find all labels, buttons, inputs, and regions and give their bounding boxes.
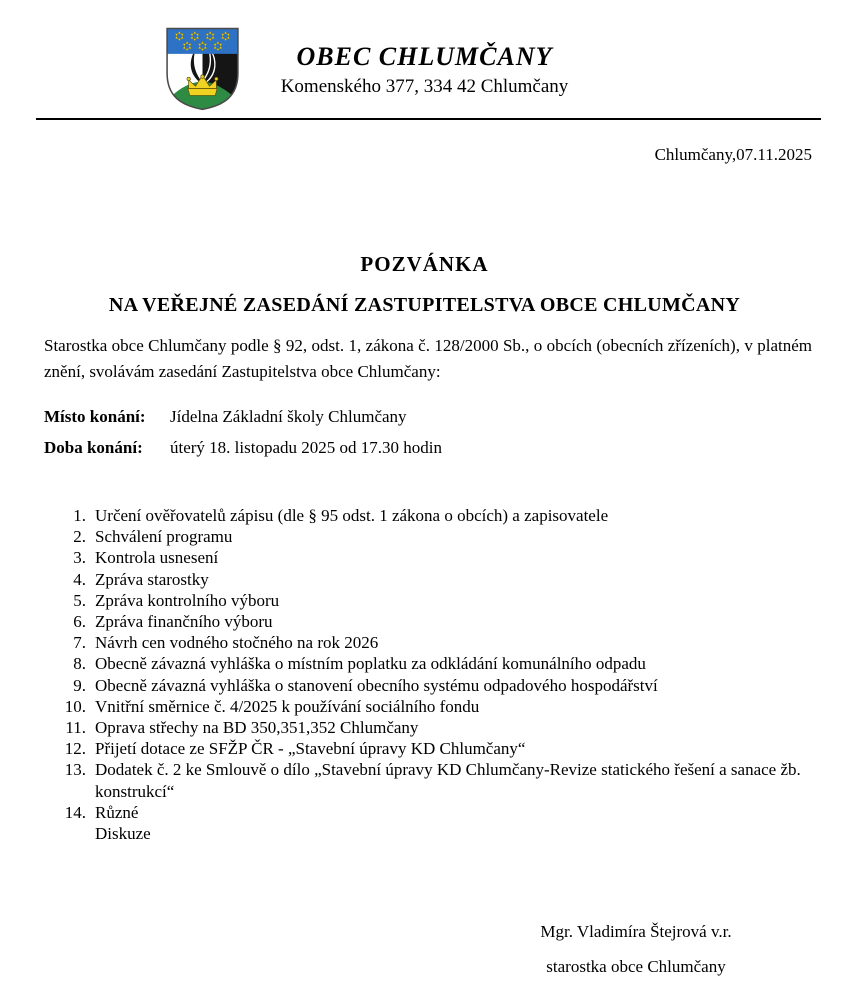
list-item-number: 2.	[73, 527, 86, 547]
list-item-number: 12.	[64, 739, 86, 759]
signatory-role: starostka obce Chlumčany	[546, 957, 726, 976]
meeting-time-row	[44, 437, 812, 459]
list-item	[64, 759, 816, 801]
list-item-number: 7.	[73, 633, 86, 653]
list-item-text: Určení ověřovatelů zápisu (dle § 95 odst. 1 zákona o obcích) a zapisovatele	[95, 506, 609, 525]
list-item-number: 10.	[64, 696, 86, 716]
list-item-number	[64, 823, 86, 844]
list-item-text: Vnitřní směrnice č. 4/2025 k používání sociálního fondu	[95, 696, 480, 716]
date-line: Chlumčany,07.11.2025	[654, 145, 812, 164]
list-item-number: 8.	[73, 654, 86, 674]
list-item-number: 3.	[73, 548, 86, 568]
list-item	[64, 802, 816, 823]
list-item-number: 5.	[73, 590, 86, 610]
list-item-number: 14.	[64, 802, 86, 822]
list-item-text: Obecně závazná vyhláška o místním poplatku za odkládání komunálního odpadu	[95, 654, 646, 674]
meeting-details	[44, 406, 812, 468]
list-item	[64, 675, 816, 696]
list-item	[64, 590, 816, 611]
list-item	[64, 823, 816, 844]
list-item-text: Návrh cen vodného stočného na rok 2026	[95, 633, 379, 653]
list-item	[64, 526, 816, 547]
agenda-list	[64, 505, 816, 844]
meeting-place-row	[44, 406, 812, 428]
meeting-place-label: Místo konání:	[44, 407, 146, 426]
list-item-number: 1.	[73, 506, 86, 525]
list-item	[64, 738, 816, 759]
header-divider	[36, 118, 821, 120]
letterhead	[0, 42, 849, 98]
list-item-number: 6.	[73, 612, 86, 632]
list-item-text: Zpráva starostky	[95, 569, 209, 589]
list-item-text: Oprava střechy na BD 350,351,352 Chlumčany	[95, 718, 419, 738]
list-item-text: Obecně závazná vyhláška o stanovení obecního systému odpadového hospodářství	[95, 675, 658, 695]
list-item-text: Dodatek č. 2 ke Smlouvě o dílo „Stavební úpravy KD Chlumčany-Revize statického řešení a sanace žb. konstrukcí“	[95, 760, 801, 801]
list-item-text: Diskuze	[95, 824, 151, 844]
signatory-name: Mgr. Vladimíra Štejrová v.r.	[540, 922, 732, 941]
list-item-text: Kontrola usnesení	[95, 548, 219, 568]
meeting-place-value: Jídelna Základní školy Chlumčany	[170, 407, 407, 426]
signature-block	[431, 922, 841, 977]
list-item-number: 11.	[65, 718, 86, 738]
list-item-number: 4.	[73, 569, 86, 589]
list-item	[64, 696, 816, 717]
list-item	[64, 653, 816, 674]
document-title: POZVÁNKA	[360, 252, 489, 276]
organization-address: Komenského 377, 334 42 Chlumčany	[280, 76, 569, 97]
list-item-number: 9.	[73, 675, 86, 695]
list-item-text: Přijetí dotace ze SFŽP ČR - „Stavební úpravy KD Chlumčany“	[95, 739, 526, 759]
list-item	[64, 547, 816, 568]
intro-paragraph: Starostka obce Chlumčany podle § 92, odst. 1, zákona č. 128/2000 Sb., o obcích (obecních zřízeních), v platném znění, svolávám zasedání Zastupitelstva obce Chlumčany:	[44, 336, 812, 381]
list-item-text: Zpráva finančního výboru	[95, 612, 273, 632]
list-item-text: Různé	[95, 802, 139, 822]
list-item-text: Schválení programu	[95, 527, 233, 547]
document-subtitle: NA VEŘEJNÉ ZASEDÁNÍ ZASTUPITELSTVA OBCE CHLUMČANY	[108, 294, 741, 316]
list-item	[64, 505, 816, 526]
list-item	[64, 717, 816, 738]
list-item-number: 13.	[64, 760, 86, 780]
meeting-time-label: Doba konání:	[44, 438, 143, 457]
list-item	[64, 569, 816, 590]
meeting-time-value: úterý 18. listopadu 2025 od 17.30 hodin	[170, 438, 442, 457]
list-item-text: Zpráva kontrolního výboru	[95, 590, 280, 610]
organization-name: OBEC CHLUMČANY	[296, 42, 553, 71]
list-item	[64, 611, 816, 632]
list-item	[64, 632, 816, 653]
